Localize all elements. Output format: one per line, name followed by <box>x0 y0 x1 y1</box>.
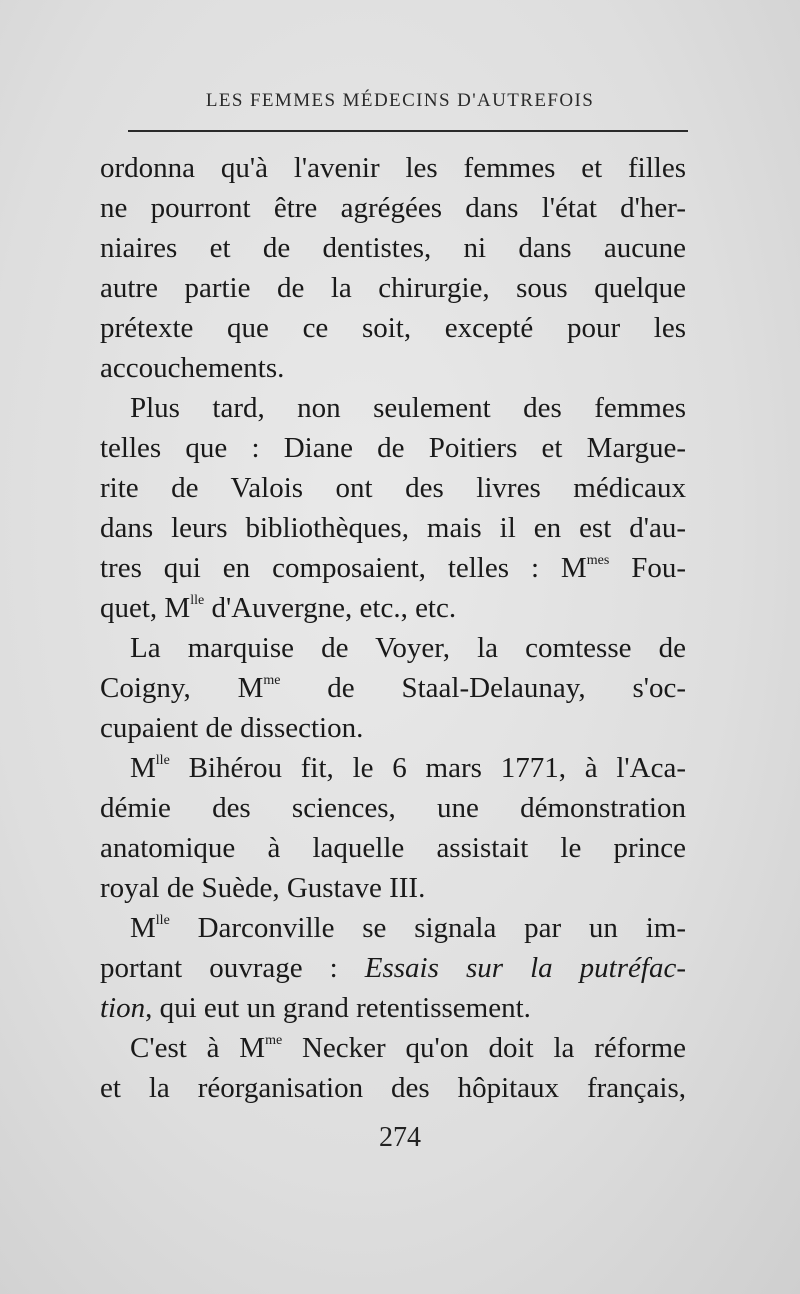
text-run: Plus tard, non seulement des femmes <box>130 392 686 424</box>
text-line <box>100 468 686 508</box>
text-line <box>100 1068 686 1108</box>
text-run: portant ouvrage : <box>100 952 365 984</box>
text-run: royal de Suède, Gustave III. <box>100 872 426 904</box>
text-line <box>100 988 686 1028</box>
superscript: lle <box>190 593 205 608</box>
text-line <box>100 788 686 828</box>
superscript: lle <box>155 913 170 928</box>
text-run: ne pourront être agrégées dans l'état d'her- <box>100 192 686 224</box>
text-line <box>100 868 686 908</box>
text-run: démie des sciences, une démonstration <box>100 792 686 824</box>
superscript: me <box>265 1033 283 1048</box>
text-run: ordonna qu'à l'avenir les femmes et filles <box>100 152 686 184</box>
text-run: et la réorganisation des hôpitaux français, <box>100 1072 686 1104</box>
text-line <box>100 748 686 788</box>
superscript: me <box>263 673 281 688</box>
text-line <box>100 228 686 268</box>
text-run: Coigny, M <box>100 672 264 704</box>
text-run: anatomique à laquelle assistait le prince <box>100 832 686 864</box>
text-line <box>100 348 686 388</box>
text-run: C'est à M <box>130 1032 266 1064</box>
text-run: telles que : Diane de Poitiers et Margue- <box>100 432 686 464</box>
text-line <box>100 1028 686 1068</box>
text-run: , qui eut un grand retentissement. <box>145 992 531 1024</box>
italic-title: tion <box>100 992 146 1024</box>
text-run: rite de Valois ont des livres médicaux <box>100 472 686 504</box>
text-run: niaires et de dentistes, ni dans aucune <box>100 232 686 264</box>
text-run: La marquise de Voyer, la comtesse de <box>130 632 686 664</box>
text-line <box>100 948 686 988</box>
text-run: autre partie de la chirurgie, sous quelque <box>100 272 686 304</box>
text-run: prétexte que ce soit, excepté pour les <box>100 312 686 344</box>
text-run: Necker qu'on doit la réforme <box>282 1032 686 1064</box>
header-rule <box>128 130 688 132</box>
text-run: quet, M <box>100 592 191 624</box>
italic-title: Essais sur la putréfac- <box>364 952 686 984</box>
text-run: Darconville se signala par un im- <box>169 912 686 944</box>
text-line <box>100 148 686 188</box>
text-run: dans leurs bibliothèques, mais il en est d'au- <box>100 512 686 544</box>
text-run: M <box>130 752 156 784</box>
text-line <box>100 548 686 588</box>
text-line <box>100 508 686 548</box>
text-line <box>100 628 686 668</box>
text-run: accouchements. <box>100 352 285 384</box>
text-run: cupaient de dissection. <box>100 712 364 744</box>
running-head: LES FEMMES MÉDECINS D'AUTREFOIS <box>205 90 595 111</box>
text-line <box>100 668 686 708</box>
text-line <box>100 308 686 348</box>
text-run: d'Auvergne, etc., etc. <box>204 592 457 624</box>
text-line <box>100 708 686 748</box>
text-run: de Staal-Delaunay, s'oc- <box>280 672 686 704</box>
text-line <box>100 908 686 948</box>
superscript: mes <box>586 553 610 568</box>
text-run: Bihérou fit, le 6 mars 1771, à l'Aca- <box>169 752 686 784</box>
text-line <box>100 188 686 228</box>
text-run: tres qui en composaient, telles : M <box>100 552 587 584</box>
text-line <box>100 588 686 628</box>
text-line <box>100 388 686 428</box>
text-run: M <box>130 912 156 944</box>
text-run: Fou- <box>609 552 686 584</box>
superscript: lle <box>155 753 170 768</box>
text-line <box>100 428 686 468</box>
text-line <box>100 268 686 308</box>
page-number: 274 <box>379 1122 421 1153</box>
body-text <box>100 148 686 1108</box>
text-line <box>100 828 686 868</box>
